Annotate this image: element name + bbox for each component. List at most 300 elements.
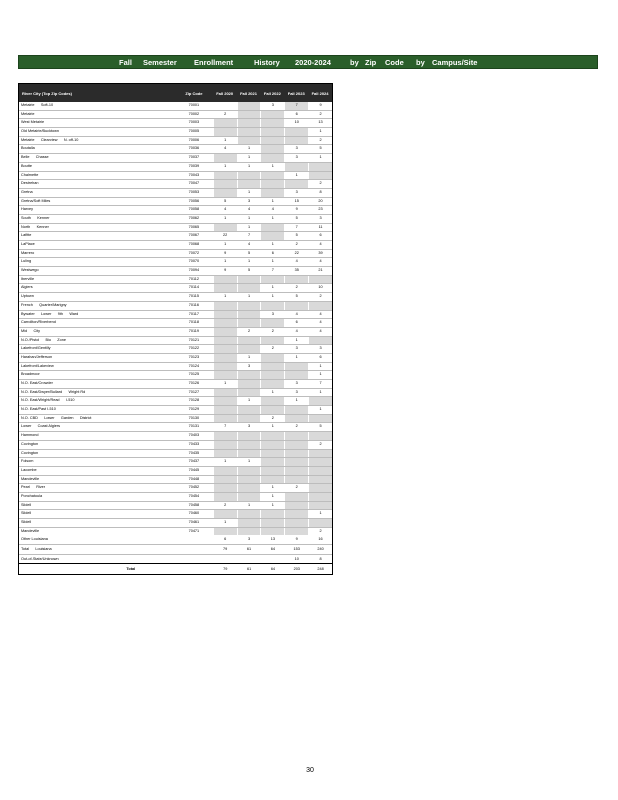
zip-year-cell: 10 [284, 119, 308, 127]
zip-row [19, 353, 332, 362]
summary-year-cell [213, 555, 237, 564]
zip-year-cell: 3 [237, 423, 261, 431]
zip-year-cell [213, 119, 237, 127]
zip-year-cell [284, 458, 308, 466]
summary-area: Total Louisiana [21, 547, 52, 552]
zip-area: N.O. East/Dwyer/Bullard Wright Rd [21, 389, 86, 394]
zip-row [19, 344, 332, 353]
zip-year-cell [213, 345, 237, 353]
zip-row [19, 431, 332, 440]
zip-year-cell: 9 [308, 102, 332, 110]
zip-year-cell [260, 406, 284, 414]
total-cell: 61 [237, 564, 261, 574]
zip-year-cell: 1 [213, 293, 237, 301]
zip-year-cell: 5 [284, 232, 308, 240]
zip-year-cell: 1 [308, 154, 332, 162]
zip-row [19, 440, 332, 449]
zip-year-cell [237, 389, 261, 397]
zip-year-cell [284, 415, 308, 423]
zip-area: Ponchatoula [21, 493, 43, 498]
zip-year-cell [284, 137, 308, 145]
zip-year-cell [213, 441, 237, 449]
summary-row [19, 554, 332, 564]
zip-row [19, 414, 332, 423]
zip-year-cell: 2 [213, 111, 237, 119]
zip-code: 70114 [188, 285, 200, 290]
zip-area: Harahan/Jefferson [21, 354, 53, 359]
zip-year-cell [213, 276, 237, 284]
zip-code: 70047 [188, 181, 200, 186]
zip-year-cell [260, 189, 284, 197]
zip-year-cell [284, 371, 308, 379]
zip-row [19, 492, 332, 501]
zip-area: N.O. East/Past I-510 [21, 407, 56, 412]
table-summary [19, 535, 332, 563]
title-word: by [350, 57, 359, 67]
zip-year-cell [213, 389, 237, 397]
zip-row [19, 223, 332, 232]
zip-year-cell: 7 [213, 423, 237, 431]
zip-area: Lakefront/Gentilly [21, 346, 51, 351]
zip-row [19, 501, 332, 510]
zip-row [19, 188, 332, 197]
summary-year-cell: 61 [237, 545, 261, 554]
zip-year-cell: 1 [260, 163, 284, 171]
zip-year-cell: 4 [213, 206, 237, 214]
zip-year-cell [308, 163, 332, 171]
zip-year-cell: 1 [213, 519, 237, 527]
zip-year-cell: 1 [237, 145, 261, 153]
zip-year-cell: 5 [213, 198, 237, 206]
zip-year-cell: 1 [213, 258, 237, 266]
summary-year-cell: 3 [237, 535, 261, 544]
zip-row [19, 214, 332, 223]
zip-year-cell: 8 [308, 189, 332, 197]
zip-code: 70128 [188, 398, 200, 403]
zip-year-cell: 3 [284, 145, 308, 153]
zip-year-cell [237, 180, 261, 188]
zip-year-cell [213, 337, 237, 345]
zip-year-cell: 2 [260, 345, 284, 353]
zip-year-cell [308, 493, 332, 501]
summary-year-cell: 64 [260, 545, 284, 554]
zip-year-cell [237, 493, 261, 501]
zip-area: Mandeville [21, 476, 40, 481]
zip-year-cell: 5 [284, 293, 308, 301]
zip-area: Hammond [21, 433, 39, 438]
zip-row [19, 327, 332, 336]
zip-area: Mid City [21, 328, 40, 333]
zip-year-cell [308, 519, 332, 527]
zip-row [19, 396, 332, 405]
zip-year-cell: 1 [237, 258, 261, 266]
zip-row [19, 205, 332, 214]
zip-year-cell [284, 363, 308, 371]
zip-year-cell: 4 [284, 258, 308, 266]
zip-year-cell: 1 [284, 354, 308, 362]
zip-code: 70454 [188, 493, 200, 498]
header-area: River City (Top Zip Codes) [22, 90, 72, 96]
zip-year-cell [237, 137, 261, 145]
zip-year-cell [260, 458, 284, 466]
zip-year-cell [237, 476, 261, 484]
zip-year-cell [260, 276, 284, 284]
zip-code: 70433 [188, 441, 200, 446]
zip-year-cell: 35 [284, 267, 308, 275]
zip-year-cell [260, 380, 284, 388]
zip-year-cell [260, 137, 284, 145]
zip-year-cell [213, 467, 237, 475]
title-word: History [254, 57, 280, 67]
zip-area: Covington [21, 450, 39, 455]
zip-row [19, 388, 332, 397]
table-header [19, 84, 332, 102]
zip-code: 70461 [188, 520, 200, 524]
total-cell: 203 [284, 564, 308, 574]
zip-year-cell: 4 [237, 206, 261, 214]
zip-year-cell [308, 302, 332, 310]
zip-year-cell [308, 172, 332, 180]
zip-row [19, 240, 332, 249]
zip-year-cell [284, 528, 308, 536]
zip-year-cell [213, 102, 237, 110]
zip-code: 70127 [188, 389, 200, 394]
zip-row [19, 370, 332, 379]
zip-year-cell [213, 154, 237, 162]
zip-year-cell: 7 [260, 267, 284, 275]
zip-year-cell [237, 484, 261, 492]
title-word: Code [385, 57, 404, 67]
zip-year-cell [237, 380, 261, 388]
zip-year-cell [237, 128, 261, 136]
zip-year-cell [308, 458, 332, 466]
summary-year-cell [237, 555, 261, 564]
zip-area: Lower Coast Algiers [21, 424, 61, 429]
zip-code: 70119 [188, 328, 200, 333]
zip-year-cell [308, 432, 332, 440]
zip-year-cell [237, 415, 261, 423]
zip-year-cell: 2 [308, 528, 332, 536]
zip-year-cell: 2 [237, 328, 261, 336]
zip-year-cell: 5 [284, 215, 308, 223]
zip-row [19, 336, 332, 345]
zip-area: Slidell [21, 502, 32, 507]
zip-year-cell [237, 510, 261, 518]
zip-year-cell: 1 [260, 284, 284, 292]
zip-area: Lacombe [21, 467, 37, 472]
zip-year-cell [284, 302, 308, 310]
zip-year-cell [237, 284, 261, 292]
zip-year-cell: 1 [237, 354, 261, 362]
zip-area: Slidell [21, 520, 32, 524]
summary-year-cell: 153 [284, 545, 308, 554]
zip-year-cell [308, 502, 332, 510]
zip-code: 70124 [188, 363, 200, 368]
zip-year-cell [213, 328, 237, 336]
zip-year-cell [260, 467, 284, 475]
zip-area: Metairie Soft-10 [21, 103, 54, 107]
zip-year-cell [237, 345, 261, 353]
zip-year-cell: 2 [284, 484, 308, 492]
zip-year-cell: 1 [308, 363, 332, 371]
zip-year-cell: 6 [308, 354, 332, 362]
zip-year-cell: 1 [260, 241, 284, 249]
zip-year-cell: 1 [213, 241, 237, 249]
zip-year-cell [237, 311, 261, 319]
title-word: Zip [365, 57, 377, 67]
title-word: Campus/Site [432, 57, 478, 67]
zip-year-cell: 1 [260, 389, 284, 397]
zip-row [19, 527, 332, 536]
zip-year-cell: 1 [237, 215, 261, 223]
zip-row [19, 231, 332, 240]
zip-year-cell [213, 476, 237, 484]
zip-year-cell: 1 [237, 163, 261, 171]
zip-row [19, 405, 332, 414]
zip-year-cell: 1 [213, 215, 237, 223]
zip-year-cell [237, 528, 261, 536]
zip-row [19, 466, 332, 475]
zip-area: Pearl River [21, 485, 46, 490]
zip-year-cell [260, 180, 284, 188]
zip-year-cell: 7 [284, 102, 308, 110]
zip-year-cell [284, 276, 308, 284]
zip-row [19, 310, 332, 319]
zip-year-cell: 2 [260, 415, 284, 423]
zip-row [19, 475, 332, 484]
zip-year-cell [308, 450, 332, 458]
zip-code: 70126 [188, 381, 200, 385]
zip-year-cell [260, 371, 284, 379]
summary-code [175, 555, 213, 564]
zip-year-cell: 22 [213, 232, 237, 240]
zip-year-cell [237, 432, 261, 440]
zip-year-cell: 3 [260, 102, 284, 110]
zip-year-cell [308, 484, 332, 492]
zip-area: Covington [21, 441, 39, 446]
zip-year-cell: 1 [237, 154, 261, 162]
zip-year-cell [284, 180, 308, 188]
zip-year-cell [213, 510, 237, 518]
zip-row [19, 318, 332, 327]
zip-year-cell: 1 [260, 423, 284, 431]
zip-area: N.O./Pistol Bio Zone [21, 337, 66, 342]
zip-year-cell [213, 189, 237, 197]
zip-year-cell: 6 [308, 232, 332, 240]
summary-row [19, 535, 332, 544]
zip-year-cell: 3 [284, 154, 308, 162]
zip-year-cell: 4 [237, 241, 261, 249]
zip-year-cell [260, 432, 284, 440]
zip-code: 70121 [188, 337, 200, 342]
zip-year-cell: 7 [237, 232, 261, 240]
zip-year-cell [237, 441, 261, 449]
zip-area: Lakefront/Lakeview [21, 363, 54, 368]
zip-year-cell: 21 [308, 267, 332, 275]
zip-year-cell: 23 [308, 206, 332, 214]
zip-year-cell: 22 [284, 250, 308, 258]
zip-year-cell: 4 [308, 319, 332, 327]
zip-year-cell [260, 172, 284, 180]
zip-year-cell [213, 371, 237, 379]
zip-code: 70056 [188, 198, 200, 203]
zip-code: 70131 [188, 424, 200, 429]
zip-year-cell: 1 [308, 510, 332, 518]
zip-area: Chalmette [21, 172, 39, 177]
zip-area: Lafitte [21, 233, 32, 238]
zip-year-cell: 2 [284, 241, 308, 249]
zip-row [19, 301, 332, 310]
zip-code: 70115 [188, 294, 200, 299]
title-word: Enrollment [194, 57, 234, 67]
zip-year-cell [260, 476, 284, 484]
zip-code: 70058 [188, 207, 200, 212]
zip-year-cell: 4 [284, 328, 308, 336]
zip-year-cell [237, 102, 261, 110]
zip-year-cell: 2 [308, 111, 332, 119]
zip-year-cell [213, 319, 237, 327]
zip-code: 70460 [188, 511, 200, 516]
zip-year-cell: 7 [284, 224, 308, 232]
total-label: Total [126, 567, 136, 572]
title-word: Fall [119, 57, 132, 67]
zip-year-cell: 6 [260, 250, 284, 258]
zip-year-cell [260, 450, 284, 458]
header-fall-2024: Fall 2024 [311, 90, 329, 96]
zip-code: 70067 [188, 233, 200, 238]
zip-year-cell [308, 476, 332, 484]
zip-year-cell: 13 [308, 119, 332, 127]
zip-year-cell [213, 172, 237, 180]
summary-code [175, 545, 213, 554]
zip-year-cell [213, 363, 237, 371]
summary-year-cell: 9 [284, 535, 308, 544]
zip-area: Destrehan [21, 181, 39, 186]
summary-year-cell: 8 [308, 555, 332, 564]
page-number: 30 [306, 767, 314, 774]
zip-year-cell [237, 406, 261, 414]
zip-year-cell [260, 510, 284, 518]
zip-year-cell [260, 519, 284, 527]
zip-row [19, 362, 332, 371]
zip-year-cell [284, 128, 308, 136]
zip-code: 70003 [188, 120, 200, 125]
zip-year-cell [308, 337, 332, 345]
zip-year-cell [213, 484, 237, 492]
zip-year-cell [260, 232, 284, 240]
zip-year-cell: 1 [260, 258, 284, 266]
zip-area: North Kenner [21, 224, 49, 229]
zip-year-cell: 1 [308, 389, 332, 397]
zip-code: 70053 [188, 189, 200, 194]
zip-year-cell [237, 337, 261, 345]
zip-row [19, 379, 332, 388]
summary-year-cell: 79 [213, 545, 237, 554]
zip-year-cell: 2 [284, 284, 308, 292]
zip-area: Gretna [21, 189, 33, 194]
zip-year-cell [284, 432, 308, 440]
zip-code: 70458 [188, 502, 200, 507]
total-cell: 248 [308, 564, 332, 574]
summary-area: Out-of-State/Unknown [21, 556, 59, 561]
zip-year-cell: 39 [308, 250, 332, 258]
zip-area: Bywater Lower 9th Ward [21, 311, 79, 316]
zip-year-cell [237, 119, 261, 127]
zip-year-cell: 2 [213, 502, 237, 510]
zip-code: 70403 [188, 433, 200, 438]
zip-code: 70068 [188, 242, 200, 246]
zip-year-cell [284, 510, 308, 518]
zip-year-cell [260, 354, 284, 362]
title-word: by [416, 57, 425, 67]
zip-year-cell: 1 [284, 397, 308, 405]
zip-year-cell: 1 [260, 293, 284, 301]
zip-year-cell [260, 397, 284, 405]
zip-area: West Metairie [21, 120, 45, 125]
header-zip: Zip Code [185, 90, 203, 96]
zip-area: French Quarter/Marigny [21, 302, 67, 307]
zip-row [19, 457, 332, 466]
zip-year-cell [237, 450, 261, 458]
total-cell: 64 [261, 564, 285, 574]
zip-row [19, 179, 332, 188]
zip-year-cell: 1 [260, 493, 284, 501]
zip-area: Westwego [21, 268, 39, 273]
zip-year-cell [237, 276, 261, 284]
zip-year-cell: 1 [213, 380, 237, 388]
zip-year-cell [284, 493, 308, 501]
zip-code: 70123 [188, 354, 200, 359]
zip-code: 70094 [188, 268, 200, 273]
total-row [19, 563, 332, 574]
zip-area: Boutte [21, 163, 32, 168]
header-fall-2020: Fall 2020 [216, 90, 234, 96]
zip-year-cell [237, 371, 261, 379]
zip-code: 70001 [188, 103, 200, 107]
title-word: 2020-2024 [295, 57, 331, 67]
zip-year-cell: 2 [308, 441, 332, 449]
zip-code: 70116 [188, 302, 200, 307]
zip-area: Metairie Clearview N. off-10 [21, 137, 79, 142]
zip-year-cell: 1 [237, 224, 261, 232]
zip-year-cell: 5 [308, 423, 332, 431]
zip-year-cell [308, 276, 332, 284]
zip-code: 70005 [188, 129, 200, 134]
zip-row [19, 283, 332, 292]
zip-year-cell [237, 172, 261, 180]
zip-year-cell: 3 [284, 389, 308, 397]
zip-row [19, 275, 332, 284]
zip-code: 70130 [188, 415, 200, 420]
zip-year-cell: 20 [308, 198, 332, 206]
zip-year-cell: 5 [237, 250, 261, 258]
zip-area: Folsom [21, 459, 34, 464]
zip-year-cell [284, 476, 308, 484]
zip-year-cell [260, 302, 284, 310]
zip-year-cell: 1 [308, 371, 332, 379]
zip-year-cell: 1 [213, 458, 237, 466]
zip-year-cell [260, 319, 284, 327]
zip-year-cell: 1 [237, 397, 261, 405]
zip-area: N.O. East/Crowder [21, 381, 53, 385]
zip-code: 70070 [188, 259, 200, 264]
zip-code: 70062 [188, 215, 200, 220]
zip-area: Luling [21, 259, 32, 264]
zip-year-cell [284, 519, 308, 527]
zip-year-cell: 1 [237, 293, 261, 301]
zip-row [19, 197, 332, 206]
zip-year-cell [213, 180, 237, 188]
